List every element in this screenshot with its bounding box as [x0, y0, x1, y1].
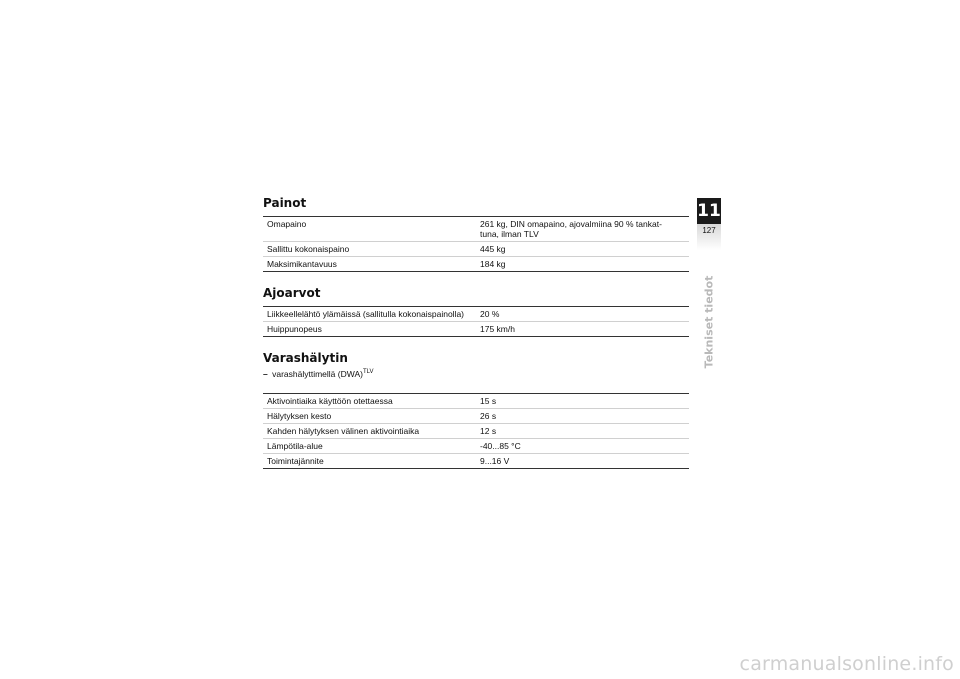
spec-table [263, 216, 689, 272]
table-row [263, 394, 689, 409]
section-title: Painot [263, 196, 307, 210]
row-value: 261 kg, DIN omapaino, ajovalmiina 90 % tankat- tuna, ilman TLV [480, 219, 662, 239]
row-value: 9...16 V [476, 454, 689, 469]
row-value: 26 s [476, 409, 689, 424]
table-row [263, 307, 689, 322]
table-row [263, 322, 689, 337]
row-label: Omapaino [267, 219, 307, 229]
table-row [263, 439, 689, 454]
table-row [263, 409, 689, 424]
chapter-tab [697, 198, 721, 250]
table-row [263, 242, 689, 257]
row-value: 175 km/h [476, 322, 689, 337]
row-value: -40...85 °C [476, 439, 689, 454]
row-label: Maksimikantavuus [263, 257, 476, 272]
table-row [263, 454, 689, 469]
section-varashalytin [263, 351, 689, 469]
row-value: 445 kg [476, 242, 689, 257]
row-label: Liikkeellelähtö ylämäissä (sallitulla kokonaispainolla) [267, 309, 465, 319]
row-value: 20 % [480, 309, 500, 319]
spec-table [263, 393, 689, 469]
chapter-side-label [698, 272, 720, 372]
table-row [263, 424, 689, 439]
section-painot [263, 196, 689, 272]
row-value: 15 s [480, 396, 497, 406]
chapter-number: 11 [697, 198, 721, 224]
row-label: Sallittu kokonaispaino [263, 242, 476, 257]
row-label: Hälytyksen kesto [263, 409, 476, 424]
row-label: Toimintajännite [263, 454, 476, 469]
table-row [263, 257, 689, 272]
spec-table [263, 306, 689, 337]
spec-content [263, 196, 689, 477]
page-number: 127 [697, 224, 721, 250]
row-value: 12 s [476, 424, 689, 439]
row-value: 184 kg [476, 257, 689, 272]
table-row [263, 217, 689, 242]
row-label: Huippunopeus [263, 322, 476, 337]
section-title: Varashälytin [263, 351, 348, 365]
side-label-text: Tekniset tiedot [702, 275, 716, 369]
bullet-sup: TLV [362, 369, 374, 375]
equipment-note [263, 369, 689, 379]
bullet-text: varashälyttimellä (DWA) [272, 369, 363, 379]
row-label: Aktivointiaika käyttöön otettaessa [267, 396, 393, 406]
watermark: carmanualsonline.info [739, 653, 954, 675]
section-ajoarvot [263, 286, 689, 337]
row-label: Kahden hälytyksen välinen aktivointiaika [263, 424, 476, 439]
bullet-dash: – [263, 369, 268, 379]
section-title: Ajoarvot [263, 286, 321, 300]
row-label: Lämpötila-alue [263, 439, 476, 454]
